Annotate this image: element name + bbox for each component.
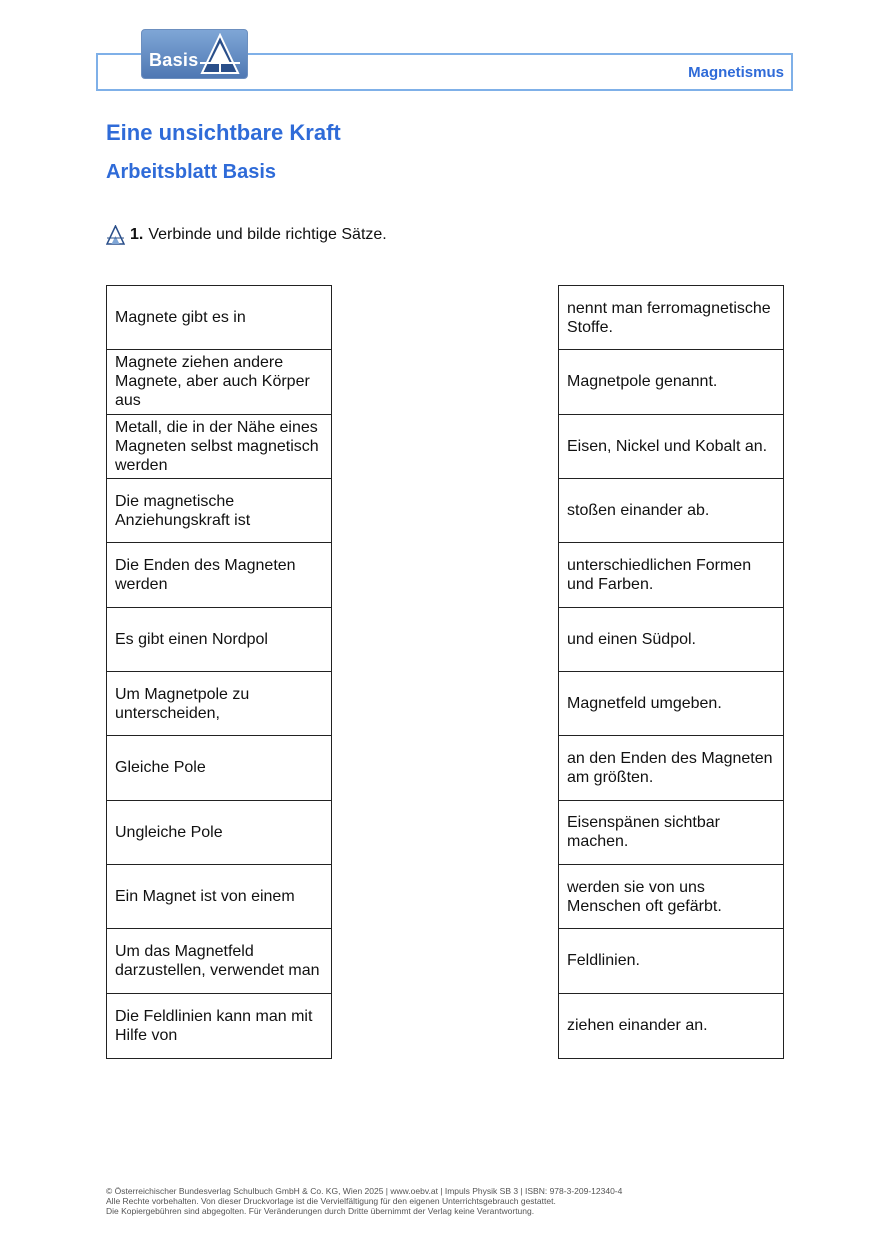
right-cell[interactable]: Eisenspänen sichtbar machen. [559, 801, 783, 865]
right-cell[interactable]: nennt man ferromagnetische Stoffe. [559, 286, 783, 350]
page-subtitle: Arbeitsblatt Basis [106, 161, 277, 183]
footer-copyright: © Österreichischer Bundesverlag Schulbuch GmbH & Co. KG, Wien 2025 | www.oebv.at | Impuls Physik SB 3 | ISBN: 978-3-209-12340-4 [106, 1186, 623, 1196]
left-cell[interactable]: Die Feldlinien kann man mit Hilfe von [115, 1007, 313, 1044]
left-column [106, 285, 332, 1059]
footer [106, 1186, 622, 1216]
right-cell[interactable]: ziehen einander an. [567, 1017, 708, 1035]
task-instruction: Verbinde und bilde richtige Sätze. [148, 226, 387, 243]
right-cell[interactable]: an den Enden des Magneten am größten. [559, 736, 783, 800]
left-cell[interactable]: Um das Magnetfeld darzustellen, verwendet man [107, 929, 331, 993]
difficulty-triangle-icon [106, 225, 125, 245]
right-cell[interactable]: stoßen einander ab. [559, 479, 783, 543]
right-cell[interactable]: Magnetpole genannt. [559, 350, 783, 414]
left-cell[interactable]: Es gibt einen Nordpol [107, 608, 331, 672]
left-cell[interactable]: Metall, die in der Nähe eines Magneten selbst magnetisch werden [107, 415, 331, 479]
basis-logo [141, 29, 248, 79]
left-cell[interactable]: Gleiche Pole [107, 736, 331, 800]
left-cell[interactable]: Um Magnetpole zu unterscheiden, [107, 672, 331, 736]
left-cell[interactable]: Magnete ziehen andere Magnete, aber auch Körper aus [107, 350, 331, 414]
right-cell[interactable]: werden sie von uns Menschen oft gefärbt. [559, 865, 783, 929]
footer-disclaimer: Die Kopiergebühren sind abgegolten. Für Veränderungen durch Dritte übernimmt der Verlag keine Verantwortung. [106, 1206, 535, 1216]
task-1 [106, 225, 387, 245]
section-label: Magnetismus [688, 64, 784, 81]
right-cell[interactable]: Eisen, Nickel und Kobalt an. [559, 415, 783, 479]
right-cell[interactable]: Feldlinien. [559, 929, 783, 993]
left-cell[interactable]: Die Enden des Magneten werden [107, 543, 331, 607]
left-cell[interactable]: Ungleiche Pole [107, 801, 331, 865]
page-title: Eine unsichtbare Kraft [106, 120, 341, 145]
left-cell[interactable]: Die magnetische Anziehungskraft ist [107, 479, 331, 543]
right-cell[interactable]: Magnetfeld umgeben. [559, 672, 783, 736]
left-cell[interactable]: Ein Magnet ist von einem [107, 865, 331, 929]
task-number: 1. [130, 226, 144, 243]
right-column [558, 285, 784, 1059]
logo-text: Basis [149, 50, 199, 70]
footer-rights: Alle Rechte vorbehalten. Von dieser Druckvorlage ist die Vervielfältigung für den eigenen Unterrichtsgebrauch gestattet. [106, 1196, 556, 1206]
left-cell[interactable]: Magnete gibt es in [107, 286, 331, 350]
right-cell[interactable]: unterschiedlichen Formen und Farben. [559, 543, 783, 607]
right-cell[interactable]: und einen Südpol. [559, 608, 783, 672]
triangle-logo-icon [198, 33, 242, 75]
